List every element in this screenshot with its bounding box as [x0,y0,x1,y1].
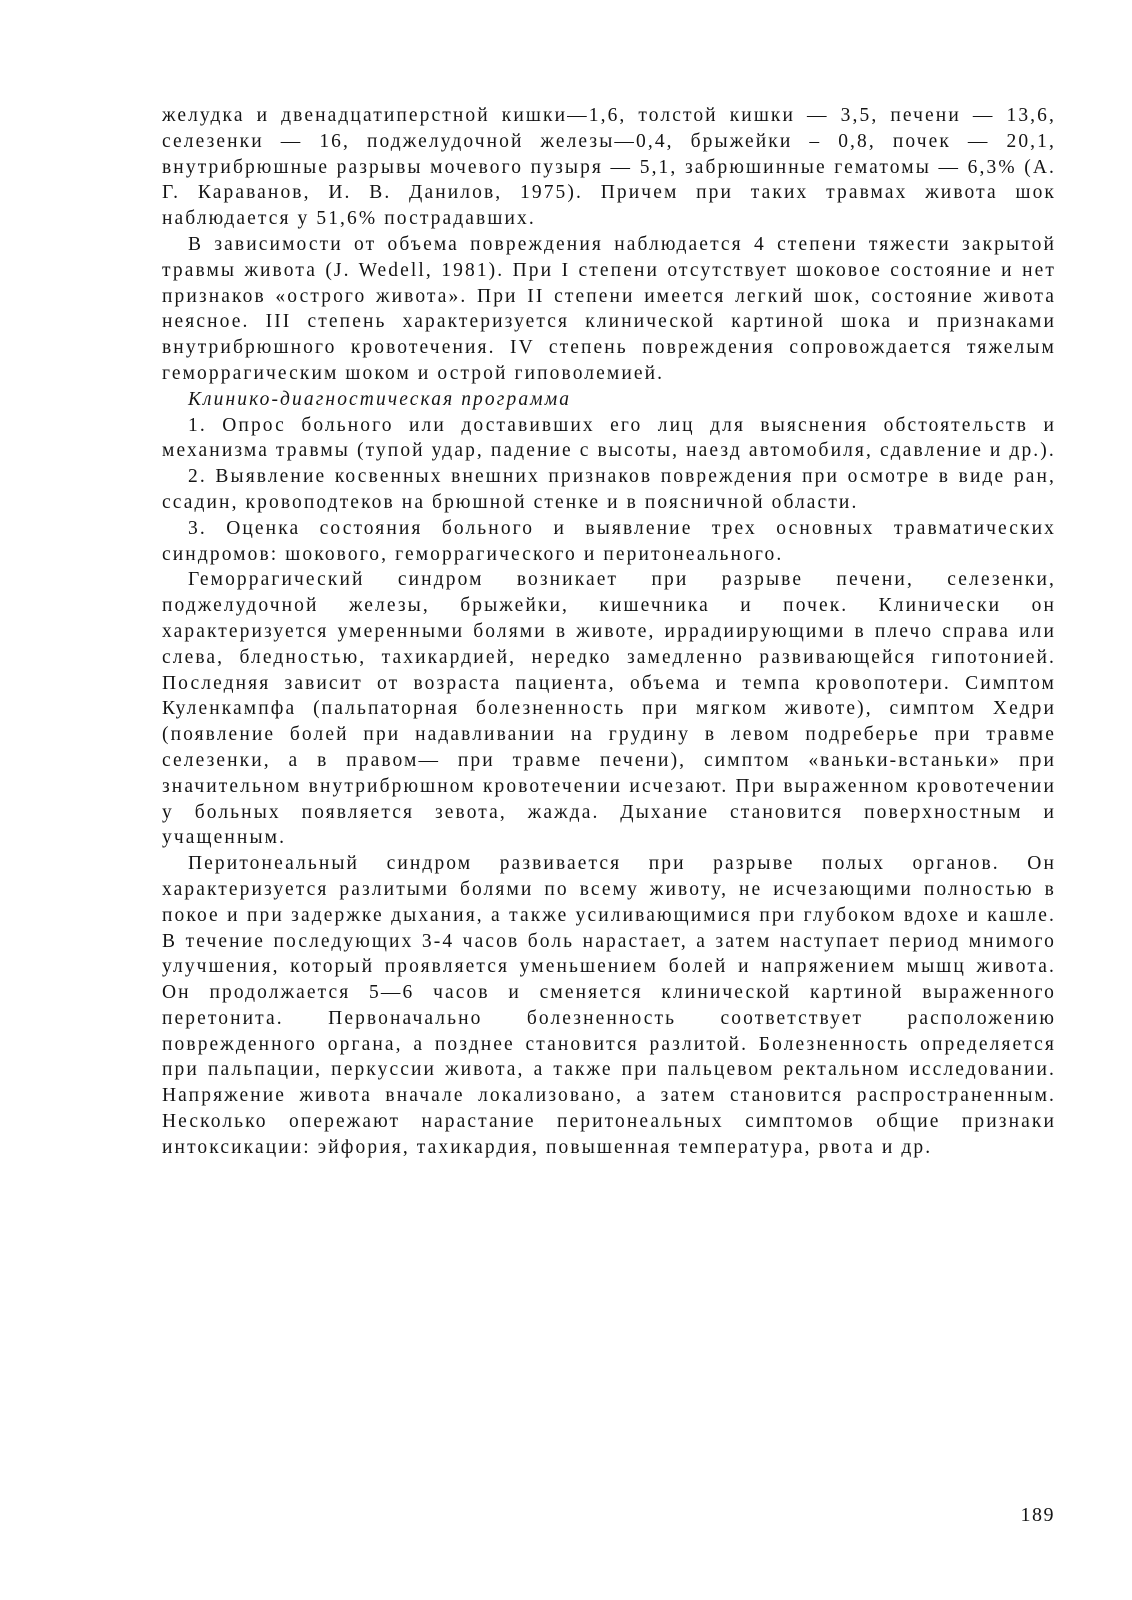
list-item-1-interview: 1. Опрос больного или доставивших его лиц для выяснения обстоятельств и механизма травмы (тупой удар, падение с высоты, наезд автомобиля, сдавление и др.). [162,414,1056,462]
list-item-3-syndromes: 3. Оценка состояния больного и выявление трех основных травматических синдромов: шокового, геморрагического и перитонеального. [162,517,1056,565]
paragraph-severity-degrees: В зависимости от объема повреждения наблюдается 4 степени тяжести закрытой травмы живота (J. Wedell, 1981). При I степени отсутствует шоковое состояние и нет признаков «острого живота». При II степени имеется легкий шок, состояние живота неясное. III степень характеризуется клинической картиной шока и признаками внутрибрюшного кровотечения. IV степень повреждения сопровождается тяжелым геморрагическим шоком и острой гиповолемией. [162,233,1056,384]
list-item-2-external-signs: 2. Выявление косвенных внешних признаков повреждения при осмотре в виде ран, ссадин, кровоподтеков на брюшной стенке и в поясничной области. [162,466,1056,513]
page-number: 189 [1020,1504,1055,1526]
paragraph-peritoneal-syndrome: Перитонеальный синдром развивается при разрыве полых органов. Он характеризуется разлитыми болями по всему животу, не исчезающими полностью в покое и при задержке дыхания, а также усиливающимися при глубоком вдохе и кашле. В течение последующих 3-4 часов боль нарастает, а затем наступает период мнимого улучшения, который проявляется уменьшением болей и напряжением мышц живота. Он продолжается 5—6 часов и сменяется клинической картиной выраженного перетонита. Первоначально болезненность соответствует расположению поврежденного органа, а позднее становится разлитой. Болезненность определяется при пальпации, перкуссии живота, а также при пальцевом ректальном исследовании. Напряжение живота вначале локализовано, а затем становится распространенным. Несколько опережают нарастание перитонеальных симптомов общие признаки интоксикации: эйфория, тахикардия, повышенная температура, рвота и др. [162,853,1056,1158]
page-body-text [162,103,1056,1161]
paragraph-trauma-statistics: желудка и двенадцатиперстной кишки—1,6, толстой кишки — 3,5, печени — 13,6, селезенки — 16, поджелудочной железы—0,4, брыжейки – 0,8, почек — 20,1, внутрибрюшные разрывы мочевого пузыря — 5,1, забрюшинные гематомы — 6,3% (А. Г. Караванов, И. В. Данилов, 1975). Причем при таких травмах живота шок наблюдается у 51,6% пострадавших. [162,105,1056,230]
section-heading-diagnostic-program: Клинико-диагностическая программа [188,388,572,410]
paragraph-hemorrhagic-syndrome: Геморрагический синдром возникает при разрыве печени, селезенки, поджелудочной железы, брыжейки, кишечника и почек. Клинически он характеризуется умеренными болями в животе, иррадиирующими в плечо справа или слева, бледностью, тахикардией, нередко замедленно развивающейся гипотонией. Последняя зависит от возраста пациента, объема и темпа кровопотери. Симптом Куленкампфа (пальпаторная болезненность при мягком животе), симптом Хедри (появление болей при надавливании на грудину в левом подреберье при травме селезенки, а в правом— при травме печени), симптом «ваньки-встаньки» при значительном внутрибрюшном кровотечении исчезают. При выраженном кровотечении у больных появляется зевота, жажда. Дыхание становится поверхностным и учащенным. [162,569,1056,849]
